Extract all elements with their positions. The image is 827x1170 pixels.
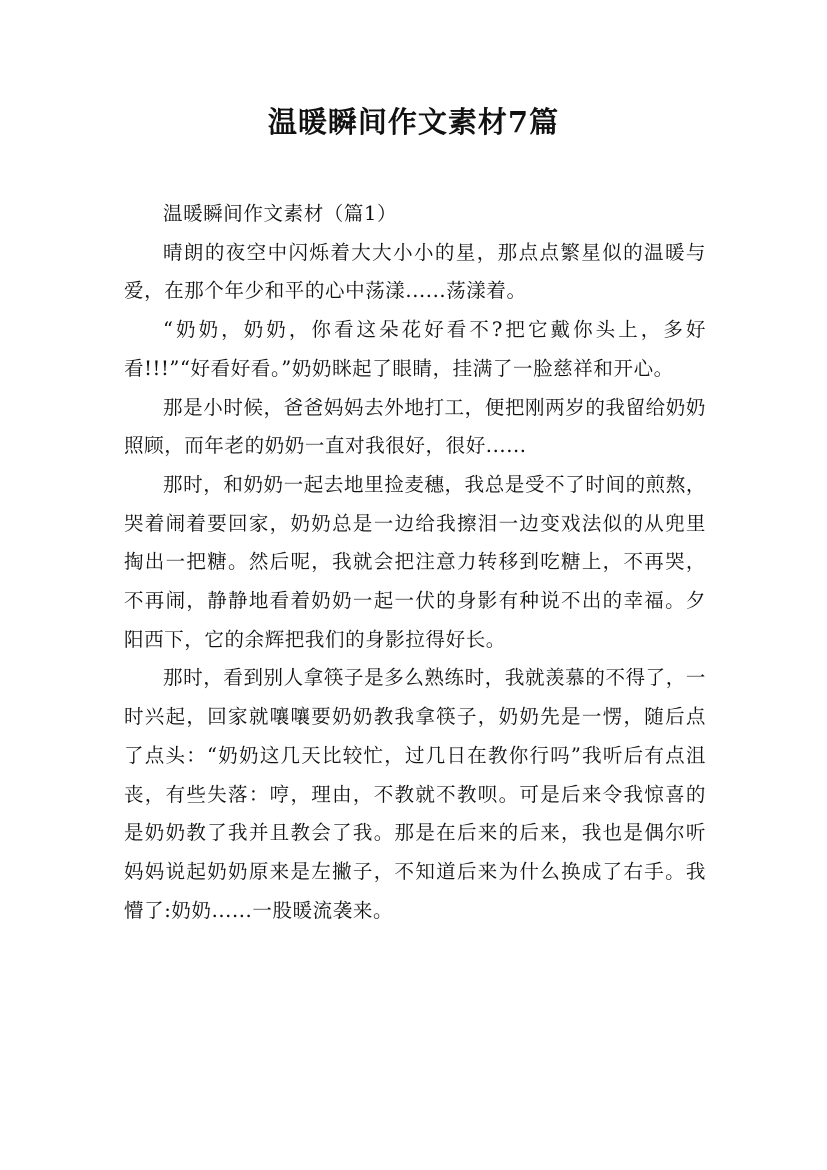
document-body [124, 195, 706, 930]
paragraph: 那是小时候，爸爸妈妈去外地打工，便把刚两岁的我留给奶奶照顾，而年老的奶奶一直对我很好，很好...... [124, 395, 706, 458]
section-heading: 温暖瞬间作文素材（篇1） [163, 202, 398, 225]
document-title: 温暖瞬间作文素材7篇 [267, 105, 560, 139]
paragraph: 晴朗的夜空中闪烁着大大小小的星，那点点繁星似的温暖与爱，在那个年少和平的心中荡漾......荡漾着。 [124, 240, 706, 303]
paragraph: 那时，和奶奶一起去地里捡麦穗，我总是受不了时间的煎熬，哭着闹着要回家，奶奶总是一边给我擦泪一边变戏法似的从兜里掏出一把糖。然后呢，我就会把注意力转移到吃糖上，不再哭，不再闹，静静地看着奶奶一起一伏的身影有种说不出的幸福。夕阳西下，它的余辉把我们的身影拉得好长。 [124, 472, 706, 651]
paragraph: 那时，看到别人拿筷子是多么熟练时，我就羡慕的不得了，一时兴起，回家就嚷嚷要奶奶教我拿筷子，奶奶先是一愣，随后点了点头：“奶奶这几天比较忙，过几日在教你行吗”我听后有点沮丧，有些失落：哼，理由，不教就不教呗。可是后来令我惊喜的是奶奶教了我并且教会了我。那是在后来的后来，我也是偶尔听妈妈说起奶奶原来是左撇子，不知道后来为什么换成了右手。我懵了:奶奶......一股暖流袭来。 [124, 666, 706, 922]
paragraph: “奶奶，奶奶，你看这朵花好看不?把它戴你头上，多好看!!!”“好看好看。”奶奶眯起了眼睛，挂满了一脸慈祥和开心。 [124, 318, 706, 380]
